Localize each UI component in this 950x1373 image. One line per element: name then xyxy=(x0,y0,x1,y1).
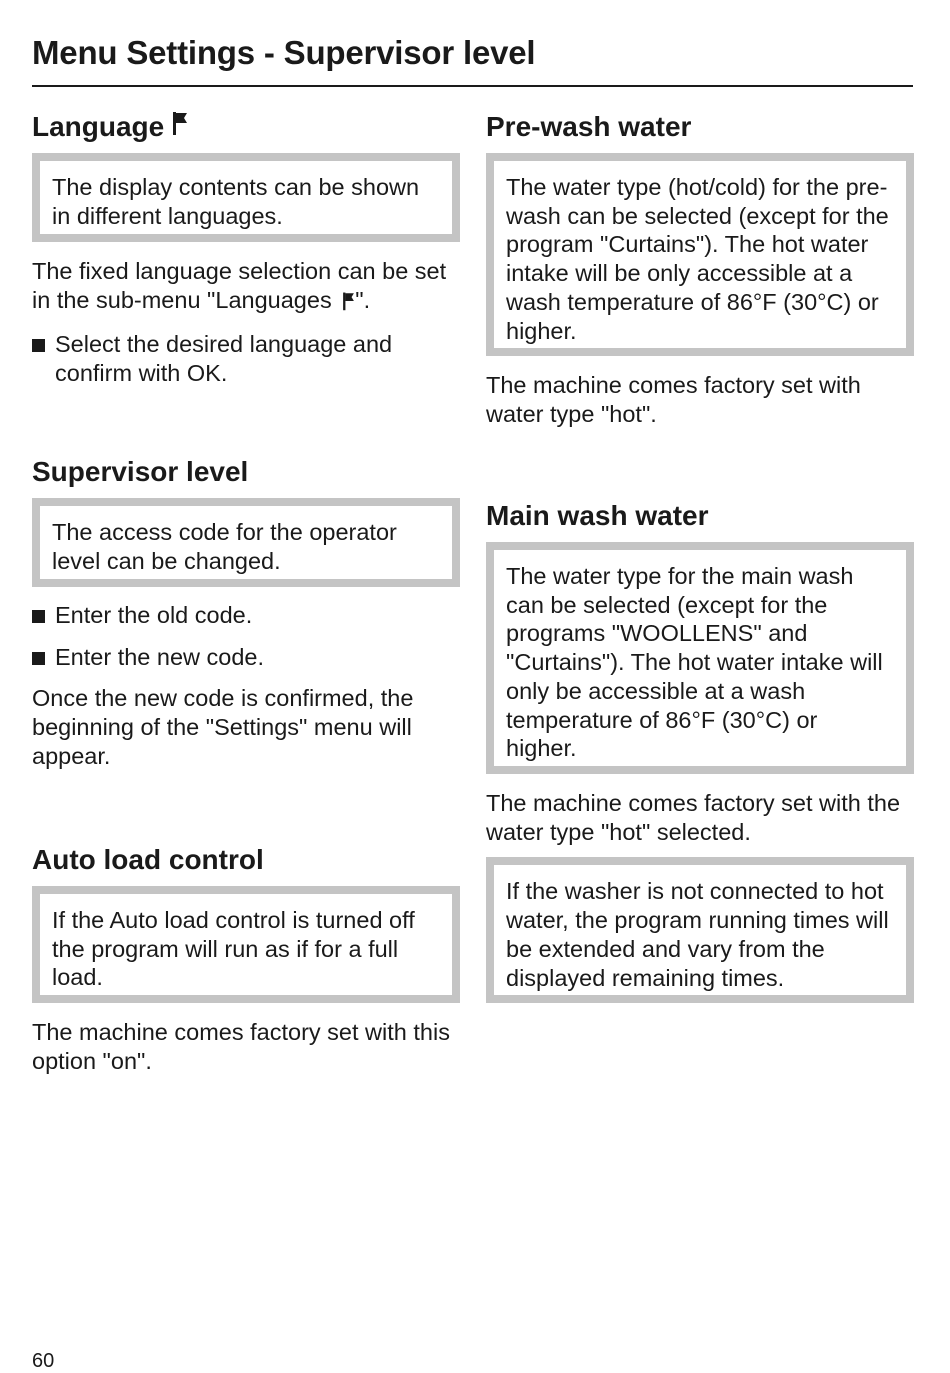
page-number: 60 xyxy=(32,1350,55,1372)
mainwash-heading: Main wash water xyxy=(486,500,709,531)
auto-load-note-text: If the Auto load control is turned off the program will run as if for a full load. xyxy=(52,907,415,991)
prewash-note-box xyxy=(486,153,914,356)
mainwash-note2-box xyxy=(486,857,914,1003)
mainwash-note2-text: If the washer is not connected to hot water, the program running times will be extended and vary from the displayed remaining times. xyxy=(506,878,889,991)
language-paragraph xyxy=(32,257,460,317)
list-item xyxy=(32,601,460,630)
supervisor-section xyxy=(32,455,460,771)
language-paragraph-suffix: ". xyxy=(355,286,371,313)
prewash-note-text: The water type (hot/cold) for the pre-wash can be selected (except for the program "Curtains"). The hot water intake will be only accessible at a wash temperature of 86°F (30°C) or higher. xyxy=(506,174,889,344)
list-item-text: Select the desired language and confirm with OK. xyxy=(55,331,393,387)
flag-icon xyxy=(342,289,355,318)
language-note-text: The display contents can be shown in different languages. xyxy=(52,174,420,229)
language-paragraph-prefix: The fixed language selection can be set in the sub-menu "Languages xyxy=(32,258,447,313)
mainwash-section xyxy=(486,499,914,1003)
auto-load-paragraph: The machine comes factory set with this option "on". xyxy=(32,1019,450,1074)
flag-icon xyxy=(172,110,188,144)
language-note-box xyxy=(32,153,460,242)
supervisor-heading: Supervisor level xyxy=(32,456,249,487)
list-item-text: Enter the new code. xyxy=(55,643,265,670)
list-item xyxy=(32,643,460,672)
list-item xyxy=(32,330,460,387)
mainwash-note-box xyxy=(486,542,914,774)
prewash-heading: Pre-wash water xyxy=(486,111,692,142)
language-section xyxy=(32,110,460,388)
language-heading xyxy=(32,110,460,144)
bullet-icon xyxy=(32,339,45,352)
auto-load-heading: Auto load control xyxy=(32,844,264,875)
page-title: Menu Settings - Supervisor level xyxy=(32,34,536,71)
auto-load-section xyxy=(32,843,460,1075)
supervisor-note-text: The access code for the operator level can be changed. xyxy=(52,519,397,574)
mainwash-note-text: The water type for the main wash can be selected (except for the programs "WOOLLENS" and "Curtains"). The hot water intake will only be accessible at a wash temperature of 86°F (30°C) or higher. xyxy=(506,563,883,762)
list-item-text: Enter the old code. xyxy=(55,602,253,628)
prewash-section xyxy=(486,110,914,428)
supervisor-paragraph: Once the new code is confirmed, the beginning of the "Settings" menu will appear. xyxy=(32,685,414,769)
bullet-icon xyxy=(32,610,45,623)
prewash-paragraph: The machine comes factory set with water type "hot". xyxy=(486,372,861,427)
bullet-icon xyxy=(32,652,45,665)
language-heading-text: Language xyxy=(32,111,165,142)
auto-load-note-box xyxy=(32,886,460,1003)
title-divider xyxy=(32,85,913,87)
supervisor-note-box xyxy=(32,498,460,587)
mainwash-paragraph: The machine comes factory set with the water type "hot" selected. xyxy=(486,790,901,845)
